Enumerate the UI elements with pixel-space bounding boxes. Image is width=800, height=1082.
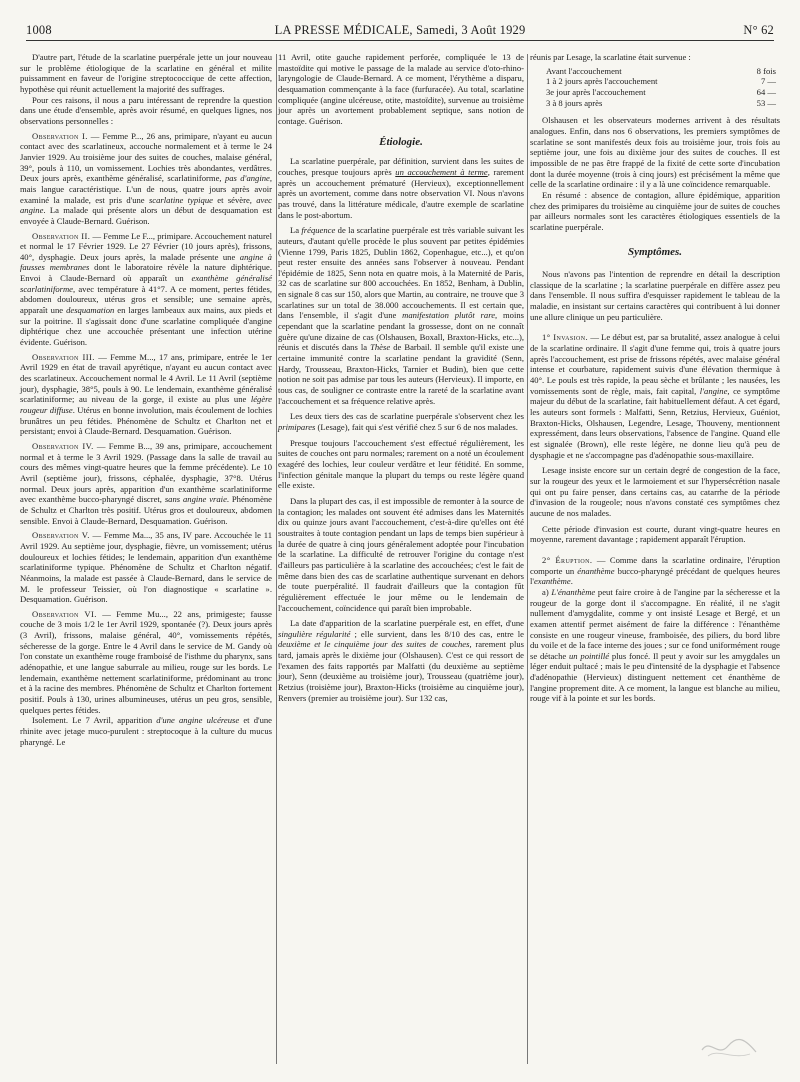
observation-label: Observation V. <box>32 530 90 541</box>
paragraph: Isolement. Le 7 Avril, apparition d'une angine ulcéreuse et d'une rhinite avec jetage muco-purulent : streptocoque à la culture du mucus pharyngé. Le <box>20 715 272 747</box>
observation-5: Observation V. — Femme Ma..., 35 ans, IV pare. Accouchée le 11 Avril 1929. Au septième jour, dysphagie, fièvre, un vomissement; utérus douloureux et lochies fétides; le lendemain, apparition d'un exanthème scarlatiniforme typique. Phénomène de Schultz et Charlton négatif. Néanmoins, la malade est passée à Claude-Bernard, dans le service de M. le professeur Teissier, où l'on diagnostique « scarlatine ». Desquamation. Guérison. <box>20 530 272 605</box>
paragraph: Pour ces raisons, il nous a paru intéressant de reprendre la question dans une étude d'ensemble, après avoir résumé, en quelques lignes, nos observations personnelles : <box>20 94 272 126</box>
paragraph: Nous n'avons pas l'intention de reprendre en détail la description classique de la scarlatine ; la scarlatine puerpérale en diffère assez peu dans l'ensemble. Il nous suffira d'esquisser rapidement le tableau de la maladie, en insistant sur certains caractères qui contribuent à lui donner une allure clinique un peu particulière. <box>530 269 780 322</box>
paragraph: La date d'apparition de la scarlatine puerpérale est, en effet, d'une singulière régularité ; elle survient, dans les 8/10 des cas, entre le deuxième et le cinquième jour des suites de couches, rarement plus tard, jamais après le dixième jour (Olshausen). C'est ce qui ressort de l'examen des faits rapportés par Malfatti (du deuxième au septième jour), Senn (deuxième au troisième jour), Trousseau (quatrième jour), Retzius (troisième jour), Braxton-Hicks (troisième au cinquième jour), Renvers (premier au troisième jour). Sur 132 cas, <box>278 618 524 703</box>
section-heading-symptomes: Symptômes. <box>627 245 683 258</box>
paragraph: Olshausen et les observateurs modernes arrivent à des résultats analogues. Enfin, dans nos 6 observations, les premiers symptômes de scarlatine se sont manifestés deux fois au troisième jour, trois fois au septième jour, une fois au dixième jour des suites de couches. Il est impossible de ne pas être frappé de la fixité de cette sorte d'incubation dont la durée moyenne (trois à cinq jours) est précisément la même que celle de la scarlatine ordinaire : il y a là une coïncidence remarquable. <box>530 115 780 190</box>
observation-3: Observation III. — Femme M..., 17 ans, primipare, entrée le 1er Avril 1929 en état de travail apyrétique, n'ayant eu aucun contact avec des scarlatineux. Accouchement normal le 4 Avril. Le 11 Avril (septième jour), dysphagie, 38°5, pouls à 90. Le lendemain, exanthème généralisé scarlatiniforme; au niveau de la gorge, il existe au plus une légère rougeur diffuse. Utérus en bonne involution, mais écoulement de lochies brunâtres un peu fétides. Phénomène de Schultz et Charlton net et persistant; envoi à Claude-Bernard. Desquamation. Guérison. <box>20 351 273 437</box>
observation-label: Observation III. <box>32 351 95 362</box>
observation-1: Observation I. — Femme P..., 26 ans, primipare, n'ayant eu aucun contact avec des scarlatineux, accouche normalement et à terme le 24 Janvier 1929. Au troisième jour des suites de couches, malaise général, 39°, pouls à 110, un vomissement. Lochies très abondantes, verdâtres. Deux jours après, exanthème généralisé, scarlatiniforme, pas d'angine, mais langue caractéristique. L'un de nous, quatre jours après avoir examiné la malade, est pris d'une scarlatine typique et sévère, avec angine. La malade qui présente alors un début de desquamation est envoyée à Claude-Bernard. Guérison. <box>20 130 273 226</box>
page-header <box>26 23 774 37</box>
paragraph: Dans la plupart des cas, il est impossible de remonter à la source de la contagion; les malades ont souvent été admises dans les Maternités dix ou quinze jours avant l'accouchement, c'est-à-dire qu'elles ont été soustraites à toute contagion pendant un laps de temps bien supérieur à la durée de quatre à cinq jours généralement adoptée pour l'incubation de la scarlatine. La difficulté de retrouver l'origine du contage n'est d'ailleurs pas particulière à la scarlatine des accouchées; c'est le fait de même dans bien des cas de scarlatine authentique survenant en dehors de toute puerpéralité. Il faudrait d'ailleurs que la contagion fût régulièrement effectuée le jour même ou le lendemain de l'accouchement, coïncidence qui paraît bien improbable. <box>278 495 524 613</box>
journal-title: LA PRESSE MÉDICALE, Samedi, 3 Août 1929 <box>274 23 526 37</box>
issue-number: N° 62 <box>743 23 774 37</box>
observation-6: Observation VI. — Femme Mu..., 22 ans, primigeste; fausse couche de 3 mois 1/2 le 1er Avril 1929, spontanée (?). Deux jours après (3 Avril), frissons, malaise général, 40°, vomissements répétés, sécheresse de la gorge. Entre le 4 Avril dans le service de M. Gandy où l'on constate un exanthème rouge framboisé de l'isthme du pharynx, sans adénopathie, et une langue saburrale au milieu, rouge sur les bords. Le lendemain, exanthème nettement scarlatiniforme, prédominant au tronc et à la racine des membres. Phénomène de Schultz et Charlton fortement positif. Pouls à 130, urines albumineuses, utérus un peu gros, sensible, quelques pertes fétides. <box>20 608 273 715</box>
table-row: Avant l'accouchement 8 fois <box>546 65 776 76</box>
observation-label: Observation II. <box>32 230 91 241</box>
observation-6-continued: 11 Avril, otite gauche rapidement perforée, compliquée le 13 de mastoïdite qui motive le passage de la malade au service d'oto-rhino-laryngologie de Claude-Bernard. A ce moment, l'érythème a disparu, desquamation commençante à la face (furfuracée). Au total, scarlatine compliquée (angine ulcéreuse, otite, mastoïdite), survenue au troisième jour après un avortement probablement septique, sans notion de contage. Guérison. <box>278 52 524 126</box>
page-number: 1008 <box>26 23 52 37</box>
observation-4: Observation IV. — Femme B..., 39 ans, primipare, accouchement normal et à terme le 3 Avril 1929. (Passage dans la salle de travail au cours des mêmes vingt-quatre heures que la femme précédente). Le 10 Avril (septième jour), frissons, céphalée, dysphagie, 37°8. Utérus normal. Deux jours après, apparition d'un exanthème scarlatiniforme avec exanthème bucco-pharyngé discret, sans angine vraie. Phénomène de Schultz et Charlton très positif. Utérus gros et douloureux, abdomen sensible. Envoi à Claude-Bernard, Desquamation. Guérison. <box>20 440 273 526</box>
paragraph-invasion: 1° Invasion. — Le début est, par sa brutalité, assez analogue à celui de la scarlatine ordinaire. Il s'agit d'une femme qui, trois à quatre jours après l'accouchement, est prise de frissons répétés, avec malaise général intense et courbature, rapidement suivis d'une élévation thermique à 40°. Le pouls est très rapide, la peau sèche et brûlante ; les nausées, les vomissements sont de règle, mais, fait capital, l'angine, ce symptôme majeur du début de la scarlatine, fait habituellement défaut. A cet égard, les auteurs sont formels : Malfatti, Senn, Retzius, Hervieux, Guéniot, Braxton-Hicks, Olshausen, Legendre, Lesage, Thouveny, mentionnent expressément, dans leurs observations, l'absence de l'angine. Quand elle est signalée (Brown), elle reste légère, ne donne lieu qu'à peu de dysphagie et ne s'accompagne pas d'adénopathie sous-maxillaire. <box>530 332 780 460</box>
paragraph: En résumé : absence de contagion, allure épidémique, apparition chez des primipares du troisième au cinquième jour de suites de couches par ailleurs normales sont les caractères étiologiques essentiels de la scarlatine puerpérale. <box>530 189 780 232</box>
paragraph: D'autre part, l'étude de la scarlatine puerpérale jette un jour nouveau sur le problème étiologique de la scarlatine en général et milite puissamment en faveur de l'origine streptococcique de cette affection, hypothèse qui réunit actuellement la majorité des suffrages. <box>20 52 272 94</box>
paragraph: Presque toujours l'accouchement s'est effectué régulièrement, les suites de couches ont paru normales; rarement on a noté un écoulement exagéré des lochies, leur couleur verdâtre et leur fétidité. En somme, l'infection génitale manque la plupart du temps ou reste légère quand elle existe. <box>278 437 524 491</box>
table-row: 3 à 8 jours après 53 — <box>546 97 776 108</box>
paragraph: Lesage insiste encore sur un certain degré de congestion de la face, sur la rougeur des yeux et le larmoiement et sur l'hypersécrétion nasale qui ont pu faire penser, dans certains cas, au catarrhe de la période d'invasion de la rougeole; nous n'avons constaté ces symptômes chez aucune de nos malades. <box>530 465 780 518</box>
paragraph-enantheme: a) L'énanthème peut faire croire à de l'angine par la sécheresse et la rougeur de la gorge dont il s'accompagne. En réalité, il ne s'agit nullement d'amygdalite, comme y ont insisté Lesage et Bergé, et un examen attentif permet aisément de faire la différence : l'énanthème consiste en une rougeur vineuse, framboisée, des piliers, du bord libre du voile et de la face interne des joues ; sur ce fond uniformément rouge se détache un pointillé plus foncé. Il peut y avoir sur les amygdales un léger enduit pultacé ; mais le peu d'intensité de la dysphagie et l'absence d'adénopathie (Hervieux) distinguent nettement cet énanthème de l'angine proprement dite. A ce moment, la langue est blanche au milieu, rouge vif à la pointe et sur les bords. <box>530 586 780 704</box>
column-divider-1 <box>276 54 277 1064</box>
library-stamp-icon <box>698 1032 760 1062</box>
header-rule <box>26 40 774 41</box>
paragraph: Les deux tiers des cas de scarlatine puerpérale s'observent chez les primipares (Lesage), fait qui s'est vérifié chez 5 sur 6 de nos malades. <box>278 411 524 432</box>
table-row: 3e jour après l'accouchement 64 — <box>546 86 776 97</box>
column-2 <box>278 52 524 703</box>
observation-label: Observation I. <box>32 130 88 141</box>
paragraph: La fréquence de la scarlatine puerpérale est très variable suivant les auteurs, d'autant qu'elle procède le plus souvent par petites épidémies (Vienne 1799, Paris 1825, Dublin 1862, Copenhague, etc...), et qu'on peut rester ensuite des années sans l'observer à nouveau. Pendant l'épidémie de 1825, Senn nota en quatre mois, à la Maternité de Paris, 32 cas de scarlatine sur 800 accouchées. En 1852, Benham, à Dublin, en signale 8 cas sur 150, alors que Martin, au contraire, ne trouve que 3 scarlatines sur un total de 38.000 accouchements. Il est certain que, dans l'ensemble, il s'agit d'une manifestation plutôt rare, moins cependant que la scarlatine pendant la grossesse, dont on ne connaît guère qu'une dizaine de cas (Olshausen, Boxall, Braxton-Hicks, etc...), réunis et discutés dans la Thèse de Barbail. Il semble qu'il existe une certaine immunité contre la scarlatine pendant la gravidité (Senn, Hardy, Trousseau, Braxton-Hicks, Tarnier et Budin), bien que cette notion ne soit pas admise par tous les auteurs (Hervieux). Il importe, en tous cas, de souligner ce contraste entre la rareté de la scarlatine avant l'accouchement et sa fréquence relative après. <box>278 225 525 406</box>
paragraph-eruption: 2° Éruption. — Comme dans la scarlatine ordinaire, l'éruption comporte un énanthème bucco-pharyngé précédant de quelques heures l'exanthème. <box>530 554 780 587</box>
observation-label: Observation IV. <box>32 440 94 451</box>
observation-label: Observation VI. <box>32 608 97 619</box>
column-3 <box>530 52 780 704</box>
column-1 <box>20 52 272 747</box>
observation-2: Observation II. — Femme Le F..., primipare. Accouchement naturel et normal le 17 Février 1929. Le 27 Février (10 jours après), frissons, 40°, dysphagie. Deux jours après, la malade présente une angine à fausses membranes dont le laboratoire révèle la nature diphtérique. Envoi à Claude-Bernard où apparaît un exanthème généralisé scarlatiniforme, avec température à 41°7. A ce moment, pertes fétides, abdomen douloureux, utérus gros et sensible; une semaine après, apparaît une desquamation en larges lambeaux aux mains, aux pieds et sur la poitrine. Il s'agissait donc d'une scarlatine compliquée d'angine diphtérique chez une accouchée présentant une infection utérine évidente. Guérison. <box>20 230 273 348</box>
paragraph: Cette période d'invasion est courte, durant vingt-quatre heures en moyenne, rarement davantage ; rapidement apparaît l'éruption. <box>530 523 780 545</box>
paragraph: réunis par Lesage, la scarlatine était survenue : <box>530 52 691 62</box>
column-divider-2 <box>527 54 528 1064</box>
table-row: 1 à 2 jours après l'accouchement 7 — <box>546 76 776 87</box>
paragraph: La scarlatine puerpérale, par définition, survient dans les suites de couches, presque toujours après un accouchement à terme, rarement après un accouchement prématuré (Hervieux), exceptionnellement après un avortement, comme dans notre observation VI. Nous n'avons pas trouvé, dans la littérature médicale, d'autre exemple de scarlatine dans le post-abortum. <box>278 156 524 220</box>
statistics-table <box>530 66 780 109</box>
section-heading-etiologie: Étiologie. <box>379 135 423 148</box>
